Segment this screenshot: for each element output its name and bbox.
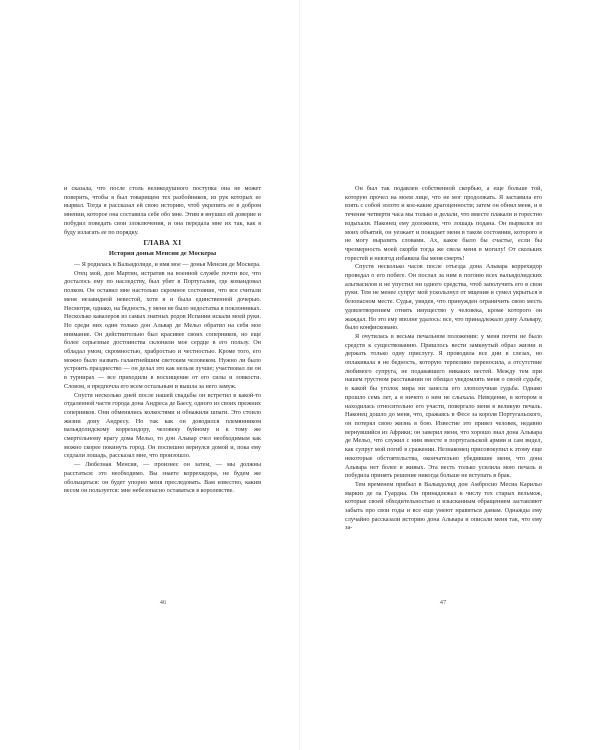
chapter-heading <box>64 238 261 257</box>
paragraph: Я очутилась в весьма печальном положении: у меня почти не было средств к существованию. Пришлось вести замкнутый образ жизни и держать только одну прислугу. Я проводила все дни в слезах, но оплакивала я не бедность, которую терпеливо переносила, а отсутствие любимого супруга, не подававшего никаких вестей. Между тем при нашем грустном расставании он обещал уведомлять меня о своей судьбе, в какой бы уголок мира ни занесла его злополучная судьба. Однако прошло семь лет, а я ничего о нем не слыхала. Неведение, в котором я находилась относительно его участи, повергало меня в великую печаль. Наконец дошло до меня, что, сражаясь в Фесе за короля Португальского, он потерял свою жизнь в бою. Известие это привез человек, недавно вернувшийся из Африки; он заверил меня, что хорошо знал дона Альвара де Мельо, что служил с ним вместе в португальской армии и сам видел, как супруг мой погиб в сражении. Незнакомец присовокупил к этому еще некоторые обстоятельства, окончательно убедившие меня, что дона Альвара нет более в живых. Эта весть только усилила мою печаль и побудила принять решение никогда больше не вступать в брак. <box>345 332 542 480</box>
chapter-subtitle: История доньи Менсии де Москеры <box>108 250 217 257</box>
right-page <box>300 0 600 750</box>
page-number: 47 <box>439 599 447 606</box>
paragraph: Спустя несколько дней после нашей свадьбы он встретил в какой-то отдаленной части города дона Андреса де Баесу, одного из своих прежних соперников. Они обменялись колкостями и обнажили шпаги. Это стоило жизни дону Андресу. Но так как он доводился племянником вальядолидскому коррехидору, человеку буйному и к тому же смертельному врагу дома Мельо, то дон Альвар счел необходимым как можно скорее покинуть город. Он поспешно вернулся домой и, пока ему седлали лошадь, рассказал мне, что произошло. <box>64 391 261 460</box>
page-number: 46 <box>159 599 167 606</box>
paragraph: Он был так подавлен собственной скорбью, а еще больше той, которую прочел на моем лице, что не мог продолжать. Я заставила его взять с собой золото и кое-какие драгоценности; затем он обнял меня, и в течение четверти часа мы только и делали, что вместе плакали и горестно вздыхали. Наконец ему доложили, что лошадь подана. Он вырвался из моих объятий, он уезжает и покидает меня в таком состоянии, которого я не могу выразить словами. Ах, какое было бы счастье, если бы чрезмерность моей скорби тогда же свела меня в могилу! От скольких горестей и невзгод избавила бы меня смерть! <box>345 185 542 262</box>
paragraph: и сказала, что после столь великодушного поступка она не может поверить, чтобы я был товарищем тех разбойников, из рук которых ее вырвал. Тогда я рассказал ей свою историю, чтоб укрепить ее в добром мнении, которое она составила себе обо мне. Этим я внушил ей доверие и побудил поведать свои злоключения, и она передала мне их так, как я буду излагать ее по порядку. <box>64 185 261 236</box>
right-body-text <box>345 185 542 533</box>
left-intro-text <box>64 185 261 237</box>
paragraph: Отец мой, дон Мартин, истратив на военной службе почти все, что досталось ему по наследству, был убит в Португалии, где командовал полком. Он оставил мне настолько скромное состояние, что все считали меня незавидной невестой, хотя я и была единственной дочерью. Несмотря, однако, на бедность, у меня не было недостатка в поклонниках. Несколько кавалеров из самых знатных родов Испании искали моей руки. Но среди них один только дон Альвар де Мельо обратил на себя мое внимание. Он действительно был красивее своих соперников, но еще более серьезные достоинства склонили мое сердце в его пользу. Он обладал умом, скромностью, храбростью и честностью. Кроме того, его можно было назвать галантнейшим светским человеком. Нужно ли было устроить празднество — он делал это как нельзя лучше; участвовал ли он в турнирах — все приходили в восхищение от его силы и ловкости. Словом, я предпочла его всем остальным и вышла за него замуж. <box>64 269 261 390</box>
paragraph: — Любезная Менсия, — произнес он затем, — мы должны расстаться: это необходимо. Вы знаете коррехидора, не будем же обольщаться: он будет упорно меня преследовать. Вам известно, каким весом он пользуется: мне небезопасно оставаться в королевстве. <box>64 461 261 495</box>
paragraph: Спустя несколько часов после отъезда дона Альвара коррехидор проведал о его побеге. Он послал за ним в погоню всех вальядолидских альгвасилов и не упустил ни одного средства, чтоб заполучить его в свои руки. Тем не менее супруг мой ускользнул от мщения и сумел укрыться в безопасном месте. Судья, увидев, что принужден ограничить свою месть удовлетворением отнять имущество у человека, кроме которого он жаждал. Но это ему вполне удалось: все, что принадлежало дону Альвару, было конфисковано. <box>345 263 542 332</box>
paragraph: — Я родилась в Вальядолиде, и имя мое — донья Менсия де Москера. <box>74 261 261 268</box>
left-body-text <box>64 261 261 496</box>
paragraph: Тем временем прибыл в Вальядолид дон Амбросио Месиа Карильо маркиз де ла Гуардиа. Он принадлежал к числу тех старых вельмож, которые своей обходительностью и изысканным обращением заставляют забыть про свои годы и все еще умеют нравиться дамам. Однажды ему случайно рассказали историю дона Альвара и описали меня так, что ему за- <box>345 480 542 532</box>
chapter-title: ГЛАВА XI <box>143 238 182 247</box>
